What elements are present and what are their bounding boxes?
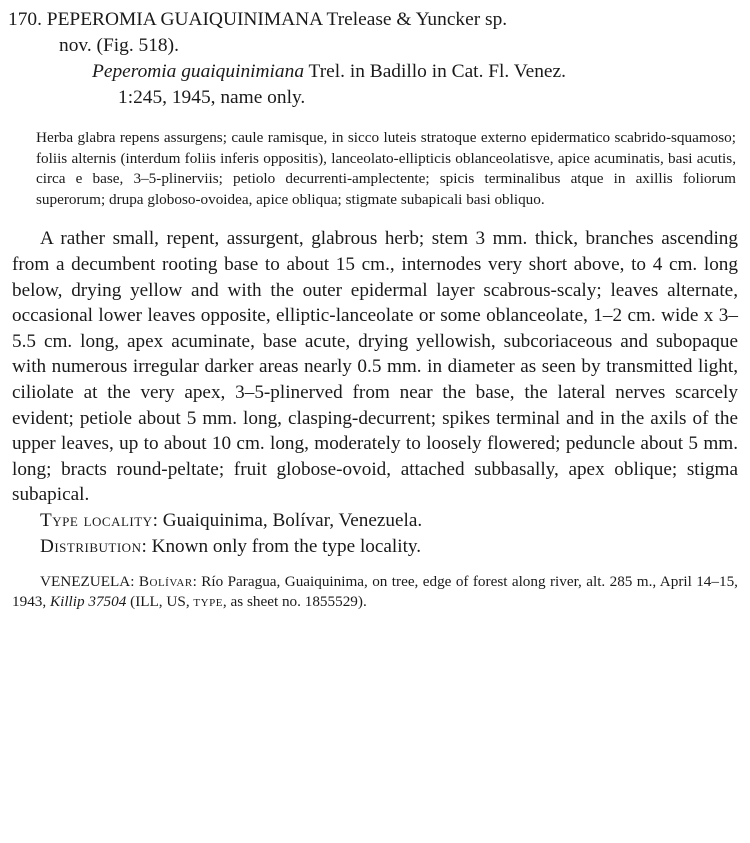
synonym-citation: [8, 59, 738, 111]
specimen-type-word: type: [193, 592, 223, 610]
latin-description: Herba glabra repens assurgens; caule ramisque, in sicco luteis stratoque externo epidermatico scabrido-squamoso; foliis alternis (interdum foliis inferis oppositis), lanceolato-ellipticis oblanceolatisve, apice acuminatis, basi acutis, circa e base, 3–5-plinerviis; petiolo decurrenti-amplectente; spicis terminalibus atque in axillis foliorum superorum; drupa globoso-ovoidea, apice obliqua; stigmate subapicali basi obliquo.: [36, 129, 736, 208]
specimen-herbaria-close: , as sheet no. 1855529).: [222, 592, 367, 610]
synonym-name: Peperomia guaiquinimiana: [92, 61, 305, 82]
species-name: PEPEROMIA GUAIQUINIMANA: [46, 9, 323, 30]
synonym-line2: 1:245, 1945, name only.: [118, 87, 306, 108]
species-heading-line2: nov. (Fig. 518).: [59, 35, 179, 56]
species-number: 170.: [8, 9, 42, 30]
distribution: [8, 534, 738, 560]
distribution-label: Distribution: [40, 535, 142, 557]
specimen-citation: [12, 572, 738, 612]
specimen-herbaria-open: (ILL, US,: [126, 592, 194, 610]
species-heading-line1: [8, 7, 738, 33]
specimen-country: VENEZUELA: [40, 572, 131, 590]
english-description: A rather small, repent, assurgent, glabrous herb; stem 3 mm. thick, branches ascending from a decumbent rooting base to about 15 cm., internodes very short above, to 4 cm. long below, drying yellow and with the outer epidermal layer scabrous-scaly; leaves alternate, occasional lower leaves opposite, elliptic-lanceolate or some oblanceolate, 1–2 cm. wide x 3–5.5 cm. long, apex acuminate, base acute, drying yellowish, subcoriaceous and subopaque with numerous irregular darker areas nearly 0.5 mm. in diameter as seen by transmitted light, ciliolate at the very apex, 3–5-plinerved from near the base, the lateral nerves scarcely evident; petiole about 5 mm. long, clasping-decurrent; spikes terminal and in the axils of the upper leaves, up to about 10 cm. long, moderately to loosely flowered; peduncle about 5 mm. long; bracts round-peltate; fruit globose-ovoid, attached subbasally, apex oblique; stigma subapical.: [12, 228, 738, 506]
type-locality: [8, 508, 738, 534]
specimen-state: Bolívar: [138, 572, 193, 590]
distribution-value: : Known only from the type locality.: [141, 535, 422, 557]
specimen-details: : Río Paragua, Guaiquinima, on tree, edge of forest along river, alt. 285 m., April 14–15, 1943,: [12, 572, 738, 610]
synonym-reference: Trel. in Badillo in Cat. Fl. Venez.: [308, 61, 566, 82]
synonym-line1: [8, 59, 738, 85]
specimen-sep: :: [130, 572, 139, 590]
type-locality-value: : Guaiquinima, Bolívar, Venezuela.: [152, 509, 423, 531]
species-authors: Trelease & Yuncker sp.: [326, 9, 508, 30]
type-locality-label: Type locality: [40, 509, 153, 531]
species-heading: [8, 7, 738, 59]
specimen-collector: Killip 37504: [49, 592, 127, 610]
